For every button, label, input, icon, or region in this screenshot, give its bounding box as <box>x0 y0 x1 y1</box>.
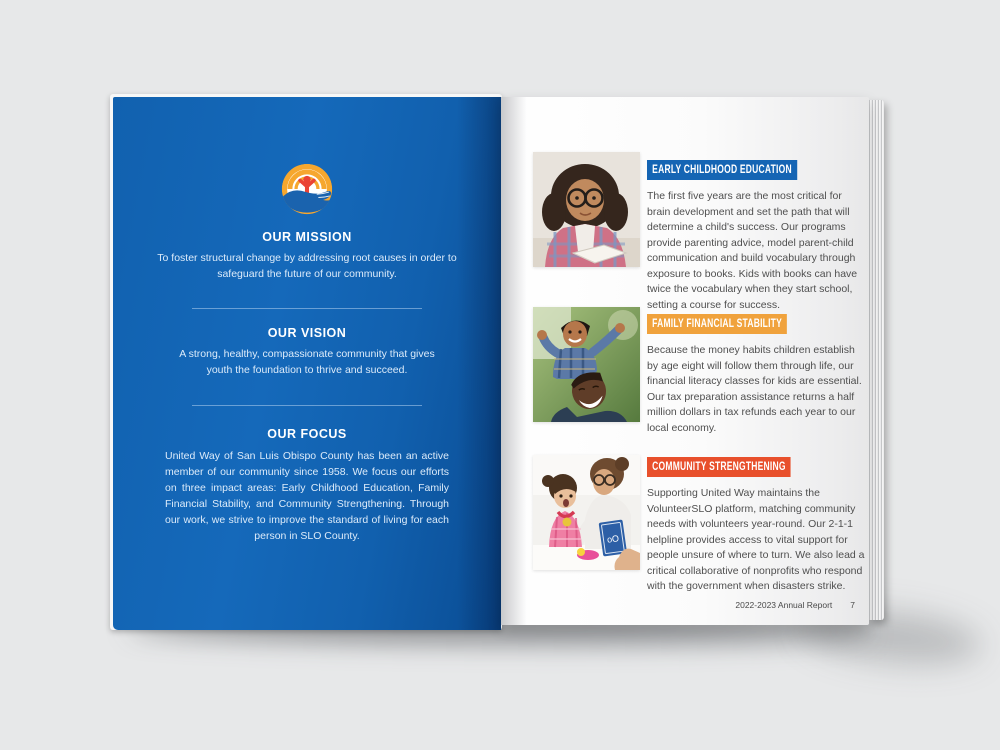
family-financial-stability-title: FAMILY FINANCIAL STABILITY <box>647 314 787 334</box>
vision-body: A strong, healthy, compassionate community that gives youth the foundation to thrive and succeed. <box>179 348 435 376</box>
flashcard-text: oO <box>606 533 620 545</box>
report-label: 2022-2023 Annual Report <box>735 600 833 610</box>
community-strengthening-title: COMMUNITY STRENGTHENING <box>647 457 791 477</box>
left-page <box>113 97 501 630</box>
focus-heading: OUR FOCUS <box>267 427 347 441</box>
focus-body: United Way of San Luis Obispo County has been an active member of our community since 1958. We focus our efforts on three impact areas: Early Childhood Education, Family Financial Stability, and Community Strengthening. Through our work, we strive to improve the standard of living for each person in SLO County. <box>165 450 449 542</box>
stacked-page-edges <box>868 100 884 620</box>
divider <box>192 308 422 309</box>
early-childhood-education-title: EARLY CHILDHOOD EDUCATION <box>647 160 797 180</box>
family-financial-stability-body: Because the money habits children establish by age eight will follow them through life, our financial literacy classes for kids are essential. Our tax preparation assistance returns a half million dollars in tax refunds each year to our local economy. <box>647 344 862 434</box>
mission-heading: OUR MISSION <box>262 230 352 244</box>
community-strengthening-body: Supporting United Way maintains the VolunteerSLO platform, matching community needs with volunteers year-round. Our 2-1-1 helpline provides access to vital support for people unsure of where to turn. We also lead a critical collaborative of nonprofits who respond with the government when disasters strike. <box>647 487 865 592</box>
mission-body: To foster structural change by addressing root causes in order to safeguard the future of our community. <box>157 252 457 280</box>
united-way-logo-icon <box>281 163 333 215</box>
early-childhood-education-body: The first five years are the most critical for brain development and set the path that will determine a child's success. Our programs provide parenting advice, model parent-child communication and build vocabulary through exposure to books. Kids with books can have twice the vocabulary when they start school, setting a course for success. <box>647 190 858 311</box>
page-footer <box>735 600 855 610</box>
girl-reading-book-photo <box>533 152 640 267</box>
right-page <box>501 97 869 625</box>
vision-heading: OUR VISION <box>267 326 347 340</box>
teacher-and-child-flashcards-photo <box>533 455 640 570</box>
divider <box>192 405 422 406</box>
open-brochure <box>112 92 886 640</box>
page-number: 7 <box>850 600 855 610</box>
father-carrying-son-photo <box>533 307 640 422</box>
